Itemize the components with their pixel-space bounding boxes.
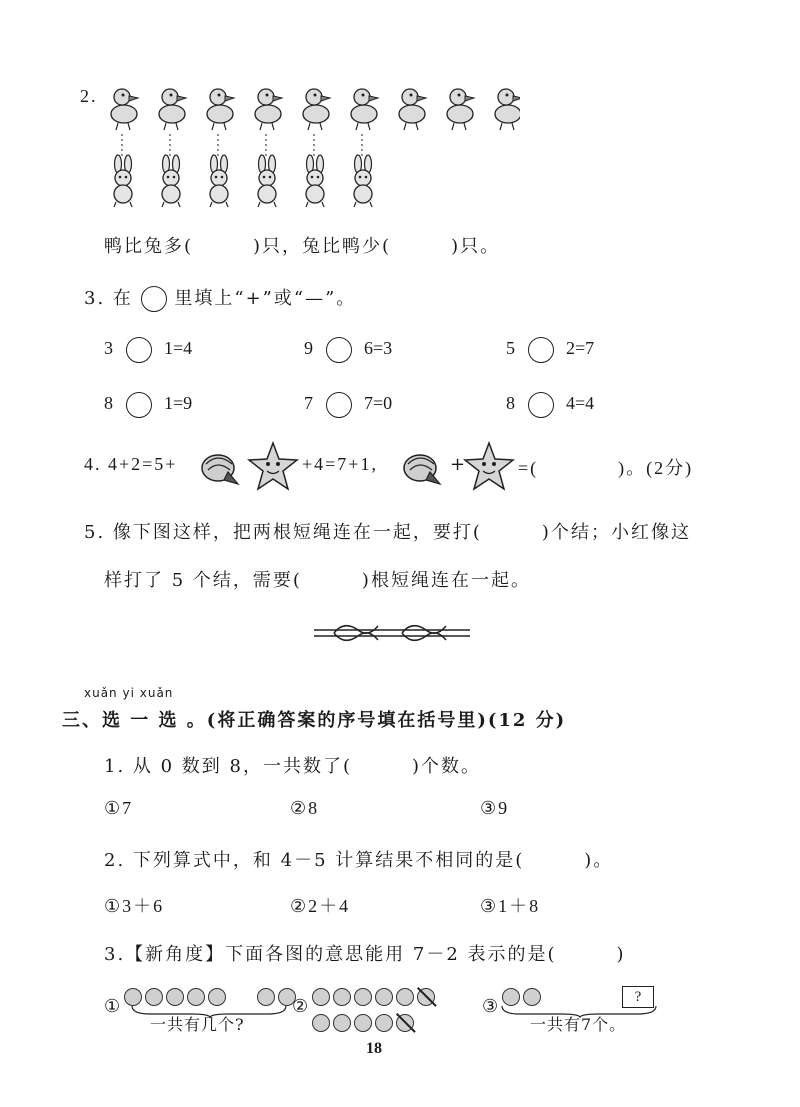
answer-circle[interactable] bbox=[126, 337, 152, 363]
dot-icon bbox=[354, 988, 372, 1006]
mc1-question: 1. 从 0 数到 8，一共数了( )个数。 bbox=[104, 756, 482, 777]
duck-icon bbox=[351, 89, 378, 130]
eq-right: 7=0 bbox=[364, 393, 393, 414]
duck-icon bbox=[159, 89, 186, 130]
dot-icon bbox=[396, 988, 414, 1006]
duck-icon bbox=[399, 89, 426, 130]
question-box: ? bbox=[622, 986, 654, 1008]
rabbit-icon bbox=[210, 134, 228, 207]
duck-icon bbox=[207, 89, 234, 130]
mc2-option-3[interactable]: ③1＋8 bbox=[480, 896, 541, 916]
dot-icon bbox=[333, 988, 351, 1006]
q2-number: 2. bbox=[80, 86, 98, 106]
eq-left: 5 bbox=[506, 338, 515, 359]
dot-icon bbox=[375, 1014, 393, 1032]
eq-left: 8 bbox=[506, 393, 515, 414]
crossed-dot-icon bbox=[396, 1014, 414, 1032]
starfish-icon bbox=[246, 440, 300, 492]
equation-1 bbox=[104, 337, 192, 363]
duck-icon bbox=[111, 89, 138, 130]
shell-icon bbox=[400, 446, 444, 488]
mc3-question: 3.【新角度】下面各图的意思能用 7－2 表示的是( ) bbox=[104, 944, 626, 965]
dot-icon bbox=[523, 988, 541, 1006]
dot-icon bbox=[375, 988, 393, 1006]
eq-left: 3 bbox=[104, 338, 113, 359]
dot-icon bbox=[257, 988, 275, 1006]
dot-icon bbox=[312, 988, 330, 1006]
equation-2 bbox=[304, 337, 392, 363]
mc3-option-2[interactable]: ② bbox=[292, 996, 311, 1016]
equation-4 bbox=[104, 392, 192, 418]
dot-group-b-top bbox=[312, 986, 438, 1006]
dot-icon bbox=[124, 988, 142, 1006]
mc3-option-3[interactable]: ③ bbox=[482, 996, 501, 1016]
duck-icon bbox=[303, 89, 330, 130]
q5-line1: 5. 像下图这样，把两根短绳连在一起，要打( )个结；小红像这 bbox=[84, 522, 691, 543]
answer-circle[interactable] bbox=[326, 337, 352, 363]
page-number: 18 bbox=[366, 1040, 382, 1057]
mc2-question: 2. 下列算式中，和 4－5 计算结果不相同的是( )。 bbox=[104, 850, 614, 871]
q4-prefix: 4. 4+2=5+ bbox=[84, 454, 178, 474]
equation-6 bbox=[506, 392, 594, 418]
eq-right: 1=9 bbox=[164, 393, 193, 414]
section-title: 三、选 一 选 。(将正确答案的序号填在括号里)(12 分) bbox=[62, 710, 567, 731]
rabbit-icon bbox=[354, 134, 372, 207]
dot-icon bbox=[333, 1014, 351, 1032]
mc2-option-2[interactable]: ②2＋4 bbox=[290, 896, 351, 916]
q4-tail: =( )。(2分) bbox=[518, 458, 694, 478]
rabbit-icon bbox=[162, 134, 180, 207]
eq-right: 4=4 bbox=[566, 393, 595, 414]
eq-right: 6=3 bbox=[364, 338, 393, 359]
duck-icon bbox=[495, 89, 520, 130]
dot-group-a bbox=[124, 986, 299, 1006]
q2-fill-text: 鸭比兔多( )只，兔比鸭少( )只。 bbox=[104, 236, 501, 257]
q3-title-tail: 里填上“+”或“—”。 bbox=[174, 288, 357, 309]
duck-icon bbox=[447, 89, 474, 130]
mc1-option-1[interactable]: ①7 bbox=[104, 798, 134, 818]
eq-right: 2=7 bbox=[566, 338, 595, 359]
q5-line2: 样打了 5 个结，需要( )根短绳连在一起。 bbox=[104, 570, 531, 591]
dot-group-b-bottom bbox=[312, 1012, 417, 1032]
caption-total-question: 一共有几个? bbox=[150, 1015, 245, 1034]
caption-total-seven: 一共有7个。 bbox=[530, 1015, 627, 1034]
dot-icon bbox=[166, 988, 184, 1006]
rabbit-icon bbox=[306, 134, 324, 207]
rope-knot-figure bbox=[312, 618, 472, 648]
section-pinyin: xuǎn yi xuǎn bbox=[84, 686, 174, 700]
eq-left: 7 bbox=[304, 393, 313, 414]
eq-right: 1=4 bbox=[164, 338, 193, 359]
answer-circle[interactable] bbox=[528, 392, 554, 418]
mc2-option-1[interactable]: ①3＋6 bbox=[104, 896, 165, 916]
q4-mid: +4=7+1, bbox=[302, 454, 378, 474]
dot-icon bbox=[354, 1014, 372, 1032]
duck-rabbit-figure bbox=[100, 78, 520, 213]
answer-circle[interactable] bbox=[326, 392, 352, 418]
answer-circle[interactable] bbox=[528, 337, 554, 363]
dot-icon bbox=[145, 988, 163, 1006]
blank-circle-icon bbox=[141, 286, 167, 312]
equation-3 bbox=[506, 337, 594, 363]
q3-title-lead: 3. 在 bbox=[84, 288, 133, 309]
crossed-dot-icon bbox=[417, 988, 435, 1006]
dot-icon bbox=[187, 988, 205, 1006]
shell-icon bbox=[198, 446, 242, 488]
q4-plus: + bbox=[450, 454, 468, 475]
eq-left: 8 bbox=[104, 393, 113, 414]
starfish-icon bbox=[462, 440, 516, 492]
dot-icon bbox=[208, 988, 226, 1006]
answer-circle[interactable] bbox=[126, 392, 152, 418]
dot-group-c bbox=[502, 986, 544, 1006]
q3-title bbox=[84, 284, 356, 312]
dot-icon bbox=[502, 988, 520, 1006]
mc1-option-3[interactable]: ③9 bbox=[480, 798, 510, 818]
mc1-option-2[interactable]: ②8 bbox=[290, 798, 320, 818]
rabbit-icon bbox=[258, 134, 276, 207]
equation-5 bbox=[304, 392, 392, 418]
mc3-option-1[interactable]: ① bbox=[104, 996, 123, 1016]
eq-left: 9 bbox=[304, 338, 313, 359]
rabbit-icon bbox=[114, 134, 132, 207]
dot-icon bbox=[312, 1014, 330, 1032]
duck-icon bbox=[255, 89, 282, 130]
